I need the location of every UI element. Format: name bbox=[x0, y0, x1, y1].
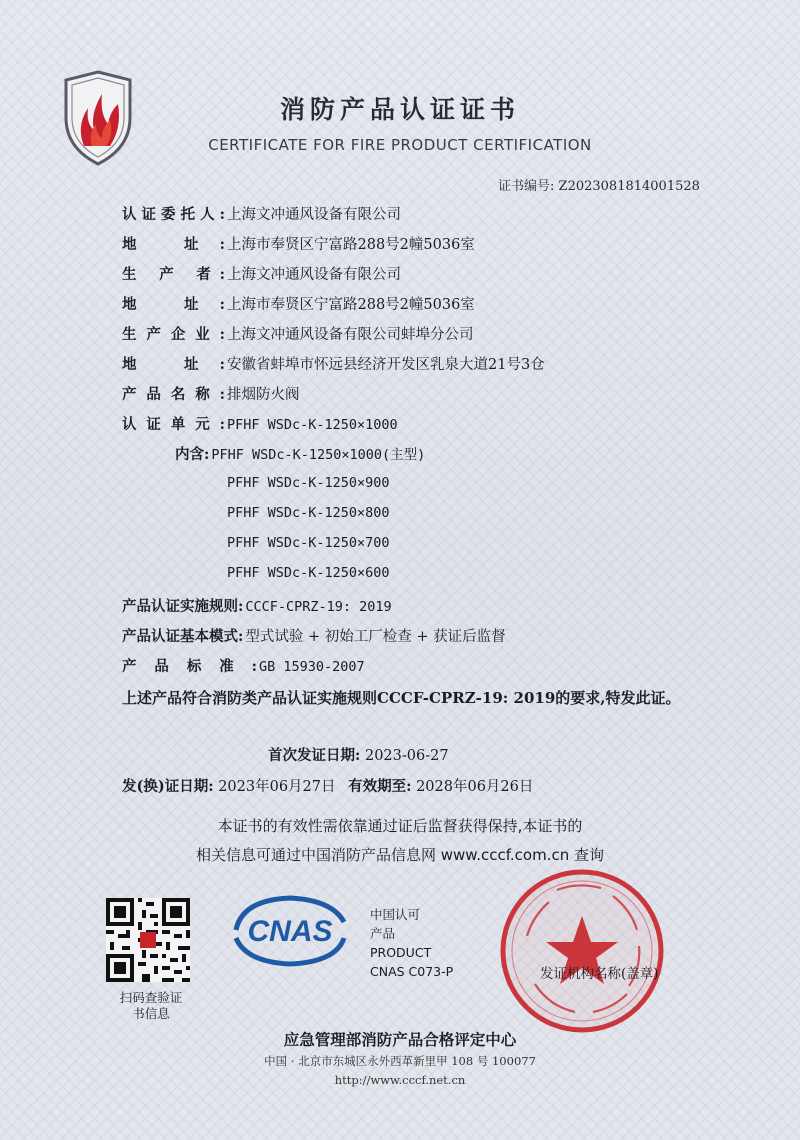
issuing-center-address: 中国 · 北京市东城区永外西革新里甲 108 号 100077 bbox=[264, 1054, 536, 1068]
field-includes-item: PFHF WSDc-K-1250×700 bbox=[227, 535, 390, 551]
field-mode bbox=[122, 625, 506, 646]
valid-date-label: 有效期至: bbox=[348, 778, 412, 795]
field-mode-value: 型式试验 + 初始工厂检查 + 获证后监督 bbox=[245, 629, 506, 645]
cnas-info-line: PRODUCT bbox=[370, 945, 432, 960]
issuing-center-name: 应急管理部消防产品合格评定中心 bbox=[283, 1030, 517, 1049]
issue-dates bbox=[122, 775, 533, 796]
field-product bbox=[122, 383, 300, 404]
cnas-logo-icon bbox=[228, 892, 352, 968]
cnas-info-line: 中国认可 bbox=[370, 907, 421, 922]
cnas-info-line: CNAS C073-P bbox=[370, 964, 454, 979]
field-client-address-value: 上海市奉贤区宁富路288号2幢5036室 bbox=[227, 237, 475, 253]
field-includes-item: PFHF WSDc-K-1250×900 bbox=[227, 475, 390, 491]
field-factory-address bbox=[122, 353, 545, 374]
issuer-signature-label: 发证机构名称(盖章) bbox=[540, 966, 659, 982]
official-seal-icon bbox=[497, 866, 667, 1036]
field-factory-value: 上海文冲通风设备有限公司蚌埠分公司 bbox=[227, 327, 474, 343]
field-product-label: 产品名称: bbox=[122, 386, 225, 403]
field-product-value: 排烟防火阀 bbox=[227, 387, 300, 403]
valid-date-value: 2028年06月26日 bbox=[416, 779, 534, 795]
field-rule-value: CCCF-CPRZ-19: 2019 bbox=[245, 599, 392, 615]
issue-date-label: 发(换)证日期: bbox=[122, 778, 214, 795]
field-producer-label: 生 产 者: bbox=[122, 266, 225, 283]
first-issue-value: 2023-06-27 bbox=[364, 748, 449, 764]
certificate-subtitle: CERTIFICATE FOR FIRE PRODUCT CERTIFICATION bbox=[208, 136, 592, 154]
certificate-number bbox=[498, 175, 700, 194]
qr-caption: 扫码查验证书信息 bbox=[119, 990, 183, 1021]
field-rule-label: 产品认证实施规则: bbox=[122, 598, 244, 615]
field-client-label: 认证委托人: bbox=[122, 206, 225, 223]
field-unit bbox=[122, 413, 398, 434]
field-standard-value: GB 15930-2007 bbox=[259, 659, 365, 675]
field-factory-address-label: 地 址: bbox=[122, 356, 225, 373]
field-unit-value: PFHF WSDc-K-1250×1000 bbox=[227, 417, 398, 433]
first-issue-date bbox=[268, 744, 449, 765]
field-client-address bbox=[122, 233, 475, 254]
notice-line-2: 相关信息可通过中国消防产品信息网 www.cccf.com.cn 查询 bbox=[196, 846, 604, 864]
field-producer-address-label: 地 址: bbox=[122, 296, 225, 313]
field-client-address-label: 地 址: bbox=[122, 236, 225, 253]
certificate-number-value: Z2023081814001528 bbox=[558, 179, 700, 194]
field-includes-item: PFHF WSDc-K-1250×800 bbox=[227, 505, 390, 521]
field-producer-address bbox=[122, 293, 475, 314]
field-factory bbox=[122, 323, 474, 344]
field-factory-label: 生产企业: bbox=[122, 326, 225, 343]
notice-line-1: 本证书的有效性需依靠通过证后监督获得保持,本证书的 bbox=[217, 817, 583, 835]
field-producer bbox=[122, 263, 401, 284]
field-standard bbox=[122, 655, 365, 676]
cnas-info-line: 产品 bbox=[370, 926, 396, 941]
field-includes-item: PFHF WSDc-K-1250×1000(主型) bbox=[211, 447, 426, 463]
certification-statement: 上述产品符合消防类产品认证实施规则CCCF-CPRZ-19: 2019的要求,特发此证。 bbox=[122, 689, 681, 707]
field-client bbox=[122, 203, 401, 224]
cnas-logo-text: CNAS bbox=[247, 915, 333, 948]
field-includes-label: 内含: bbox=[175, 446, 210, 463]
field-includes bbox=[175, 443, 425, 464]
field-factory-address-value: 安徽省蚌埠市怀远县经济开发区乳泉大道21号3仓 bbox=[227, 357, 545, 373]
first-issue-label: 首次发证日期: bbox=[268, 747, 361, 764]
certificate-number-label: 证书编号: bbox=[498, 179, 555, 194]
field-mode-label: 产品认证基本模式: bbox=[122, 628, 244, 645]
field-rule bbox=[122, 595, 392, 616]
issuing-center-website[interactable]: http://www.cccf.net.cn bbox=[334, 1073, 466, 1087]
certificate-title: 消防产品认证证书 bbox=[279, 95, 520, 124]
field-producer-value: 上海文冲通风设备有限公司 bbox=[227, 267, 401, 283]
field-client-value: 上海文冲通风设备有限公司 bbox=[227, 207, 401, 223]
field-unit-label: 认证单元: bbox=[122, 416, 225, 433]
cnas-info bbox=[370, 905, 510, 981]
field-producer-address-value: 上海市奉贤区宁富路288号2幢5036室 bbox=[227, 297, 475, 313]
field-standard-label: 产 品 标 准 : bbox=[122, 658, 257, 675]
issue-date-value: 2023年06月27日 bbox=[218, 779, 336, 795]
qr-code-icon[interactable] bbox=[106, 898, 190, 982]
field-includes-item: PFHF WSDc-K-1250×600 bbox=[227, 565, 390, 581]
